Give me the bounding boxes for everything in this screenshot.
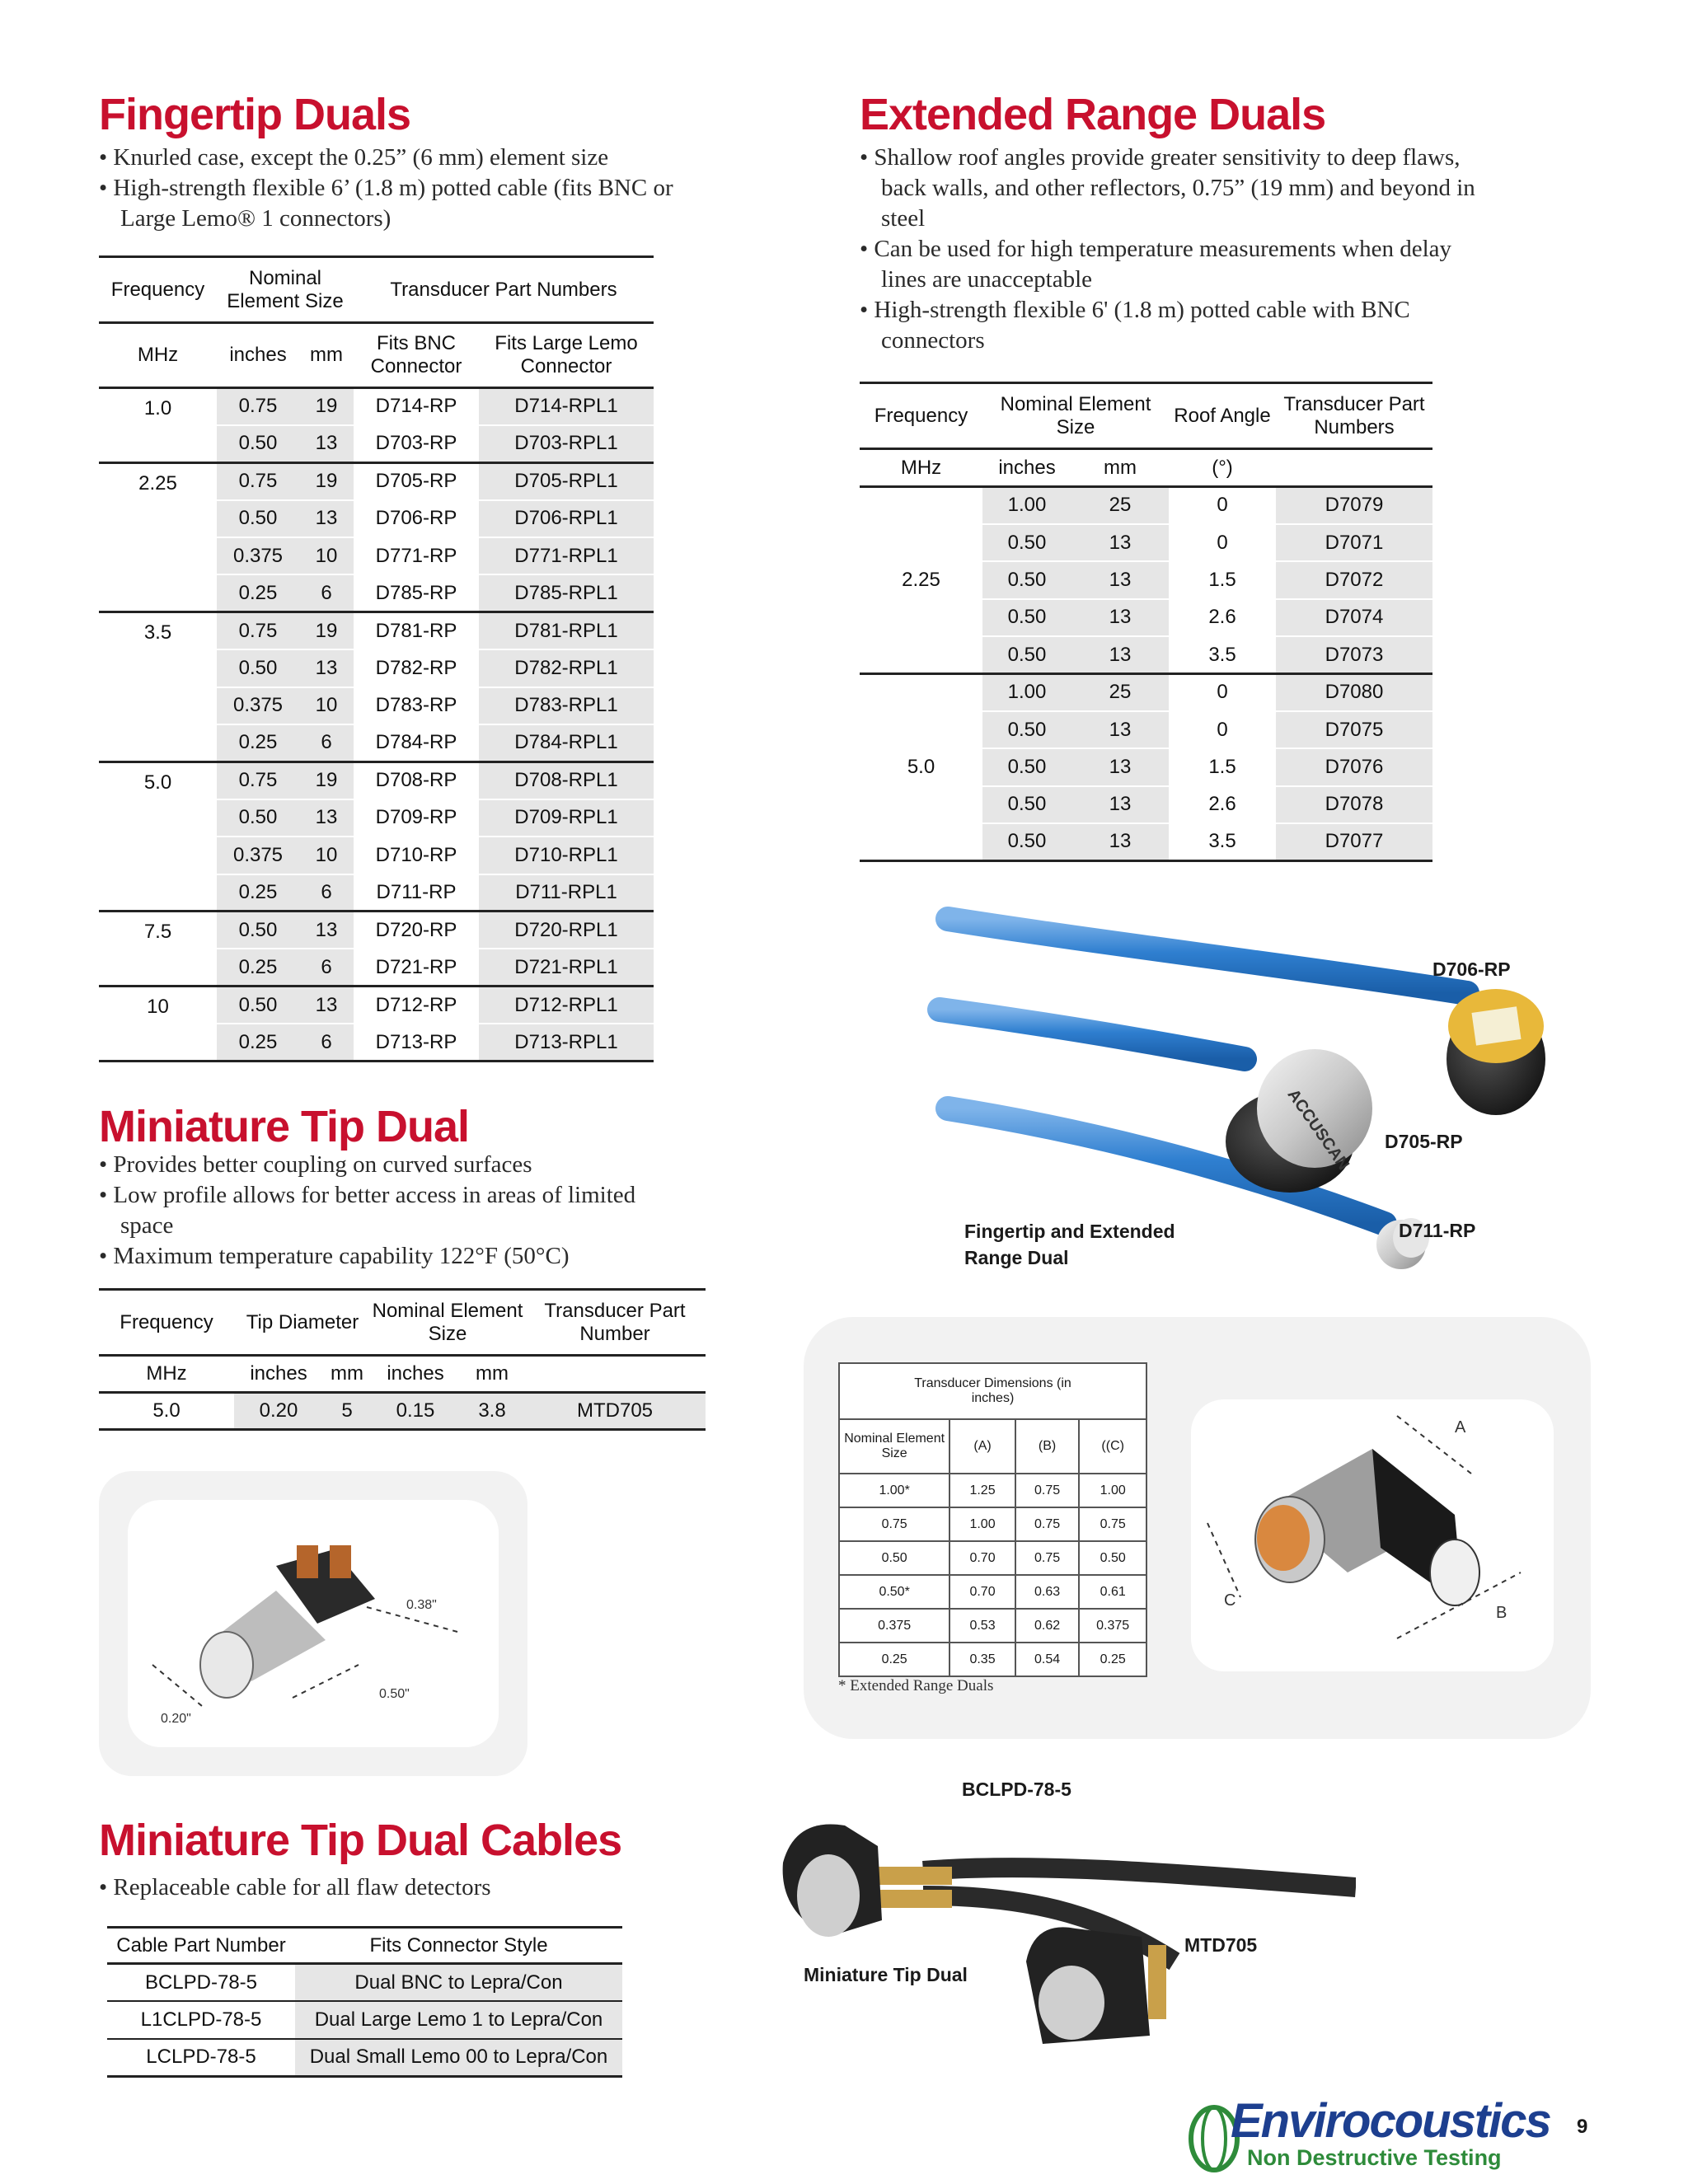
table-row xyxy=(839,1643,1146,1676)
table-cell: 13 xyxy=(299,799,354,837)
table-cell: D7071 xyxy=(1276,524,1432,561)
table-cell: 0.25 xyxy=(217,724,299,762)
col-header: MHz xyxy=(146,1362,187,1385)
table-cell: 13 xyxy=(1071,823,1169,860)
page-number: 9 xyxy=(1577,2116,1588,2138)
table-row xyxy=(107,2001,622,2039)
table-row xyxy=(99,987,654,1024)
mini-tip-drawing-illustration xyxy=(128,1500,499,1747)
table-cell: D714-RPL1 xyxy=(479,388,654,425)
col-header: inches xyxy=(998,456,1056,479)
table-cell: 3.5 xyxy=(1169,823,1276,860)
table-cell: 0.50 xyxy=(217,799,299,837)
table-cell: 0.62 xyxy=(1015,1609,1080,1643)
col-header: Nominal Element Size xyxy=(372,1299,523,1345)
dimensions-footnote: * Extended Range Duals xyxy=(838,1677,994,1694)
table-row xyxy=(839,1575,1146,1609)
col-header: mm xyxy=(331,1362,363,1385)
col-header: MHz xyxy=(137,344,179,366)
table-cell: 6 xyxy=(299,1024,354,1061)
table-cell: 0 xyxy=(1169,524,1276,561)
table-cell: D7075 xyxy=(1276,711,1432,748)
extended-bullets xyxy=(860,143,1486,356)
table-cell: D713-RPL1 xyxy=(479,1024,654,1061)
table-cell: D781-RP xyxy=(375,619,457,642)
table-cell: 1.5 xyxy=(1169,561,1276,598)
bullet: • High-strength flexible 6’ (1.8 m) potted cable (fits BNC or Large Lemo® 1 connectors) xyxy=(99,173,692,234)
table-cell: 0.375 xyxy=(217,537,299,574)
table-cell: D709-RP xyxy=(354,799,479,837)
table-cell: D705-RP xyxy=(375,470,457,493)
frequency-cell: 5.0 xyxy=(907,755,935,778)
table-cell: 13 xyxy=(1071,786,1169,823)
mini-title: Miniature Tip Dual xyxy=(99,1102,470,1151)
table-cell: 10 xyxy=(299,687,354,724)
table-cell: 0.70 xyxy=(950,1575,1015,1609)
cables-title: Miniature Tip Dual Cables xyxy=(99,1816,622,1865)
dim-label: 0.50" xyxy=(379,1687,410,1701)
col-header: mm xyxy=(476,1362,509,1385)
table-cell: 13 xyxy=(1071,748,1169,785)
col-header: ((C) xyxy=(1079,1419,1146,1474)
table-cell: 0.50 xyxy=(217,500,299,537)
label-mtd705: MTD705 xyxy=(1184,1934,1258,1956)
bullet: • Knurled case, except the 0.25” (6 mm) element size xyxy=(99,143,692,173)
table-cell: 0 xyxy=(1169,711,1276,748)
table-cell: D785-RPL1 xyxy=(479,574,654,612)
table-cell: 13 xyxy=(299,912,354,949)
table-cell: 0.75 xyxy=(217,612,299,649)
table-cell: 0.375 xyxy=(839,1609,950,1643)
table-cell: Dual BNC to Lepra/Con xyxy=(295,1964,622,2002)
col-header: Frequency xyxy=(120,1310,213,1333)
table-cell: 13 xyxy=(1071,636,1169,673)
mini-bullets xyxy=(99,1150,676,1272)
photo2-caption: Miniature Tip Dual xyxy=(804,1964,968,1985)
table-cell: 0.25 xyxy=(217,574,299,612)
table-cell: 0.70 xyxy=(950,1541,1015,1575)
table-cell: 13 xyxy=(299,987,354,1024)
table-cell: 13 xyxy=(1071,561,1169,598)
table-cell: 0.50 xyxy=(982,786,1071,823)
table-row xyxy=(99,1393,706,1430)
dimensions-panel xyxy=(804,1317,1591,1739)
table-cell: 25 xyxy=(1071,487,1169,524)
table-cell: 0.50 xyxy=(217,649,299,687)
table-cell: 0.75 xyxy=(217,462,299,499)
mini-drawing xyxy=(128,1500,499,1747)
table-cell: 1.00 xyxy=(982,673,1071,710)
col-header: Roof Angle xyxy=(1174,404,1271,427)
table-cell: 1.25 xyxy=(950,1474,1015,1507)
logo-name: Envirocoustics xyxy=(1231,2094,1550,2148)
table-cell: 0.75 xyxy=(1015,1541,1080,1575)
table-cell: 0.75 xyxy=(217,388,299,425)
table-cell: 10 xyxy=(299,837,354,874)
table-cell: 0.53 xyxy=(950,1609,1015,1643)
table-cell: 0.50 xyxy=(982,823,1071,860)
table-cell: D7080 xyxy=(1276,673,1432,710)
dimension-drawing-illustration xyxy=(1191,1399,1554,1671)
label-d705: D705-RP xyxy=(1385,1131,1463,1152)
frequency-cell: 10 xyxy=(147,996,169,1019)
table-cell: D7073 xyxy=(1276,636,1432,673)
table-cell: 5 xyxy=(323,1393,371,1430)
table-cell: D703-RPL1 xyxy=(479,425,654,462)
dimension-drawing xyxy=(1191,1399,1554,1671)
table-cell: D7077 xyxy=(1276,823,1432,860)
table-cell: D7079 xyxy=(1276,487,1432,524)
col-header: (A) xyxy=(950,1419,1015,1474)
table-cell: 6 xyxy=(299,874,354,912)
label-bclpd: BCLPD-78-5 xyxy=(962,1779,1071,1800)
dimensions-table xyxy=(838,1362,1147,1677)
table-cell: 1.00* xyxy=(839,1474,950,1507)
table-cell: 3.5 xyxy=(1169,636,1276,673)
table-cell: 1.00 xyxy=(982,487,1071,524)
table-cell: 0.63 xyxy=(1015,1575,1080,1609)
table-cell: MTD705 xyxy=(524,1393,706,1430)
col-header: inches xyxy=(250,1362,307,1385)
table-cell: D712-RP xyxy=(375,993,457,1016)
table-cell: 0.61 xyxy=(1079,1575,1146,1609)
col-header: Fits BNC Connector xyxy=(370,332,462,377)
table-cell: 0.50 xyxy=(982,711,1071,748)
bullet: • Low profile allows for better access in areas of limited space xyxy=(99,1180,676,1241)
table-cell: 0.35 xyxy=(950,1643,1015,1676)
table-cell: 0.75 xyxy=(839,1507,950,1541)
table-cell: D709-RPL1 xyxy=(479,799,654,837)
col-header: mm xyxy=(1104,456,1137,479)
table-cell: 0.15 xyxy=(371,1393,460,1430)
col-header: Cable Part Number xyxy=(116,1933,286,1957)
table-row xyxy=(99,388,654,425)
table-cell: LCLPD-78-5 xyxy=(146,2046,256,2068)
col-header: Tip Diameter xyxy=(246,1310,359,1333)
table-cell: D706-RP xyxy=(354,500,479,537)
col-header: Frequency xyxy=(874,404,968,427)
table-row xyxy=(99,462,654,499)
table-row xyxy=(99,912,654,949)
table-cell: 13 xyxy=(299,425,354,462)
table-cell: D784-RPL1 xyxy=(479,724,654,762)
dim-label: A xyxy=(1455,1418,1466,1436)
table-cell: 0.25 xyxy=(217,949,299,986)
bullet: • Can be used for high temperature measurements when delay lines are unacceptable xyxy=(860,234,1486,295)
table-cell: D7076 xyxy=(1276,748,1432,785)
mini-photo xyxy=(779,1797,1356,2044)
table-cell: BCLPD-78-5 xyxy=(144,1971,258,1994)
col-header: Fits Large Lemo Connector xyxy=(495,332,638,377)
company-logo xyxy=(1185,2093,1573,2176)
extended-table xyxy=(860,382,1432,862)
table-cell: D782-RPL1 xyxy=(479,649,654,687)
table-cell: 1.5 xyxy=(1169,748,1276,785)
table-cell: D7072 xyxy=(1276,561,1432,598)
table-cell: 0.50 xyxy=(1079,1541,1146,1575)
dim-label: 0.20" xyxy=(161,1712,191,1726)
col-header: MHz xyxy=(900,456,942,479)
table-cell: 0.75 xyxy=(217,762,299,799)
table-cell: D712-RPL1 xyxy=(479,987,654,1024)
table-row xyxy=(860,673,1432,710)
col-header: mm xyxy=(310,344,343,366)
table-cell: 0.25 xyxy=(217,1024,299,1061)
table-cell: 1.00 xyxy=(1079,1474,1146,1507)
table-cell: D771-RP xyxy=(354,537,479,574)
fingertip-table xyxy=(99,255,654,1062)
table-cell: 0.25 xyxy=(839,1643,950,1676)
label-d706: D706-RP xyxy=(1432,958,1511,980)
table-cell: 19 xyxy=(299,612,354,649)
table-cell: 0.375 xyxy=(217,687,299,724)
cables-table xyxy=(107,1926,622,2078)
cables-bullets xyxy=(99,1872,676,1903)
case-text: ACCUSCAN xyxy=(1283,1085,1353,1174)
mini-drawing-panel xyxy=(99,1471,528,1776)
table-cell: 13 xyxy=(299,649,354,687)
table-cell: 2.6 xyxy=(1169,786,1276,823)
dim-label: C xyxy=(1224,1591,1236,1610)
dim-label: 0.38" xyxy=(406,1598,437,1612)
table-cell: 0.25 xyxy=(217,874,299,912)
table-cell: D710-RPL1 xyxy=(479,837,654,874)
table-cell: 0.375 xyxy=(217,837,299,874)
table-cell: 0.50 xyxy=(217,912,299,949)
table-cell: D710-RP xyxy=(354,837,479,874)
table-cell: 0.375 xyxy=(1079,1609,1146,1643)
table-cell: D711-RP xyxy=(354,874,479,912)
table-cell: 0.50 xyxy=(982,636,1071,673)
table-cell: D708-RPL1 xyxy=(479,762,654,799)
extended-title: Extended Range Duals xyxy=(860,90,1326,139)
table-cell: D714-RP xyxy=(375,395,457,418)
table-cell: D705-RPL1 xyxy=(479,462,654,499)
bullet: • Maximum temperature capability 122°F (50°C) xyxy=(99,1241,676,1272)
logo-tagline: Non Destructive Testing xyxy=(1247,2145,1502,2170)
frequency-cell: 1.0 xyxy=(143,397,172,419)
frequency-cell: 2.25 xyxy=(138,471,177,494)
table-cell: 0.75 xyxy=(1079,1507,1146,1541)
dim-label: B xyxy=(1496,1604,1507,1622)
table-row xyxy=(107,1964,622,2002)
table-row xyxy=(839,1609,1146,1643)
mini-table xyxy=(99,1288,706,1431)
table-row xyxy=(107,2039,622,2077)
table-cell: D721-RPL1 xyxy=(479,949,654,986)
table-cell: D783-RP xyxy=(354,687,479,724)
col-header: inches xyxy=(229,344,287,366)
table-cell: 0.50 xyxy=(217,425,299,462)
table-cell: 0.50 xyxy=(982,748,1071,785)
bullet: • Shallow roof angles provide greater sensitivity to deep flaws, back walls, and other reflectors, 0.75” (19 mm) and beyond in steel xyxy=(860,143,1486,234)
table-cell: 1.00 xyxy=(950,1507,1015,1541)
bullet: • Replaceable cable for all flaw detectors xyxy=(99,1872,676,1903)
table-cell: 13 xyxy=(1071,524,1169,561)
photo1-caption: Fingertip and Extended Range Dual xyxy=(964,1221,1175,1268)
table-cell: 13 xyxy=(299,500,354,537)
col-header: Transducer Part Number xyxy=(544,1299,686,1345)
table-row xyxy=(839,1541,1146,1575)
table-cell: 0.75 xyxy=(1015,1507,1080,1541)
table-cell: D781-RPL1 xyxy=(479,612,654,649)
col-header: Nominal Element Size xyxy=(227,266,344,312)
table-cell: D706-RPL1 xyxy=(479,500,654,537)
table-cell: D711-RPL1 xyxy=(479,874,654,912)
table-cell: 6 xyxy=(299,574,354,612)
table-cell: 13 xyxy=(1071,711,1169,748)
table-cell: 0 xyxy=(1217,494,1228,517)
col-header: Frequency xyxy=(110,278,205,301)
fingertip-title: Fingertip Duals xyxy=(99,90,411,139)
label-d711: D711-RP xyxy=(1399,1220,1476,1241)
table-cell: 6 xyxy=(299,724,354,762)
table-cell: 5.0 xyxy=(152,1399,181,1422)
table-cell: 3.8 xyxy=(460,1393,524,1430)
table-row xyxy=(839,1474,1146,1507)
table-cell: 19 xyxy=(299,762,354,799)
table-cell: D782-RP xyxy=(354,649,479,687)
mini-cable-photo-illustration xyxy=(779,1797,1356,2044)
fingertip-bullets xyxy=(99,143,692,234)
table-cell: D784-RP xyxy=(354,724,479,762)
table-cell: D703-RP xyxy=(354,425,479,462)
table-cell: L1CLPD-78-5 xyxy=(140,2008,262,2031)
table-row xyxy=(839,1507,1146,1541)
table-cell: 0.50 xyxy=(217,987,299,1024)
table-cell: D713-RP xyxy=(354,1024,479,1061)
col-header: Nominal Element Size xyxy=(839,1419,950,1474)
col-header: Transducer Part Numbers xyxy=(390,278,617,301)
col-header: Fits Connector Style xyxy=(369,1933,548,1957)
table-cell: D720-RPL1 xyxy=(479,912,654,949)
dimensions-title: Transducer Dimensions (in inches) xyxy=(839,1363,1146,1419)
col-header: Transducer Part Numbers xyxy=(1283,392,1425,438)
frequency-cell: 5.0 xyxy=(143,771,172,794)
table-cell: 0.25 xyxy=(1079,1643,1146,1676)
col-header: inches xyxy=(387,1362,444,1385)
table-cell: 0.54 xyxy=(1015,1643,1080,1676)
table-cell: 0.50 xyxy=(839,1541,950,1575)
table-cell: D785-RP xyxy=(354,574,479,612)
table-cell: D771-RPL1 xyxy=(479,537,654,574)
frequency-cell: 3.5 xyxy=(143,621,172,644)
frequency-cell: 2.25 xyxy=(902,568,940,591)
col-header: Nominal Element Size xyxy=(1000,392,1151,438)
table-cell: D7074 xyxy=(1276,599,1432,636)
table-cell: D708-RP xyxy=(375,769,457,792)
table-cell: 0.50* xyxy=(839,1575,950,1609)
table-cell: D7078 xyxy=(1276,786,1432,823)
table-cell: D783-RPL1 xyxy=(479,687,654,724)
table-cell: 10 xyxy=(299,537,354,574)
table-cell: D720-RP xyxy=(375,918,457,941)
table-cell: 0.50 xyxy=(982,524,1071,561)
table-row xyxy=(860,487,1432,524)
table-cell: Dual Large Lemo 1 to Lepra/Con xyxy=(295,2001,622,2039)
table-cell: 13 xyxy=(1071,599,1169,636)
table-cell: 19 xyxy=(299,462,354,499)
col-header: (B) xyxy=(1015,1419,1080,1474)
bullet: • Provides better coupling on curved surfaces xyxy=(99,1150,676,1180)
table-cell: 6 xyxy=(299,949,354,986)
table-cell: 19 xyxy=(299,388,354,425)
table-cell: 0.50 xyxy=(982,599,1071,636)
table-cell: 0.50 xyxy=(982,561,1071,598)
table-cell: 0.20 xyxy=(234,1393,323,1430)
table-cell: D721-RP xyxy=(354,949,479,986)
frequency-cell: 7.5 xyxy=(143,921,172,944)
table-cell: 0 xyxy=(1217,681,1228,704)
table-cell: 0.75 xyxy=(1015,1474,1080,1507)
table-row xyxy=(99,612,654,649)
col-header: (°) xyxy=(1212,456,1233,479)
bullet: • High-strength flexible 6' (1.8 m) potted cable with BNC connectors xyxy=(860,295,1486,356)
table-row xyxy=(99,762,654,799)
table-cell: 2.6 xyxy=(1169,599,1276,636)
table-cell: Dual Small Lemo 00 to Lepra/Con xyxy=(295,2039,622,2077)
table-cell: 25 xyxy=(1071,673,1169,710)
